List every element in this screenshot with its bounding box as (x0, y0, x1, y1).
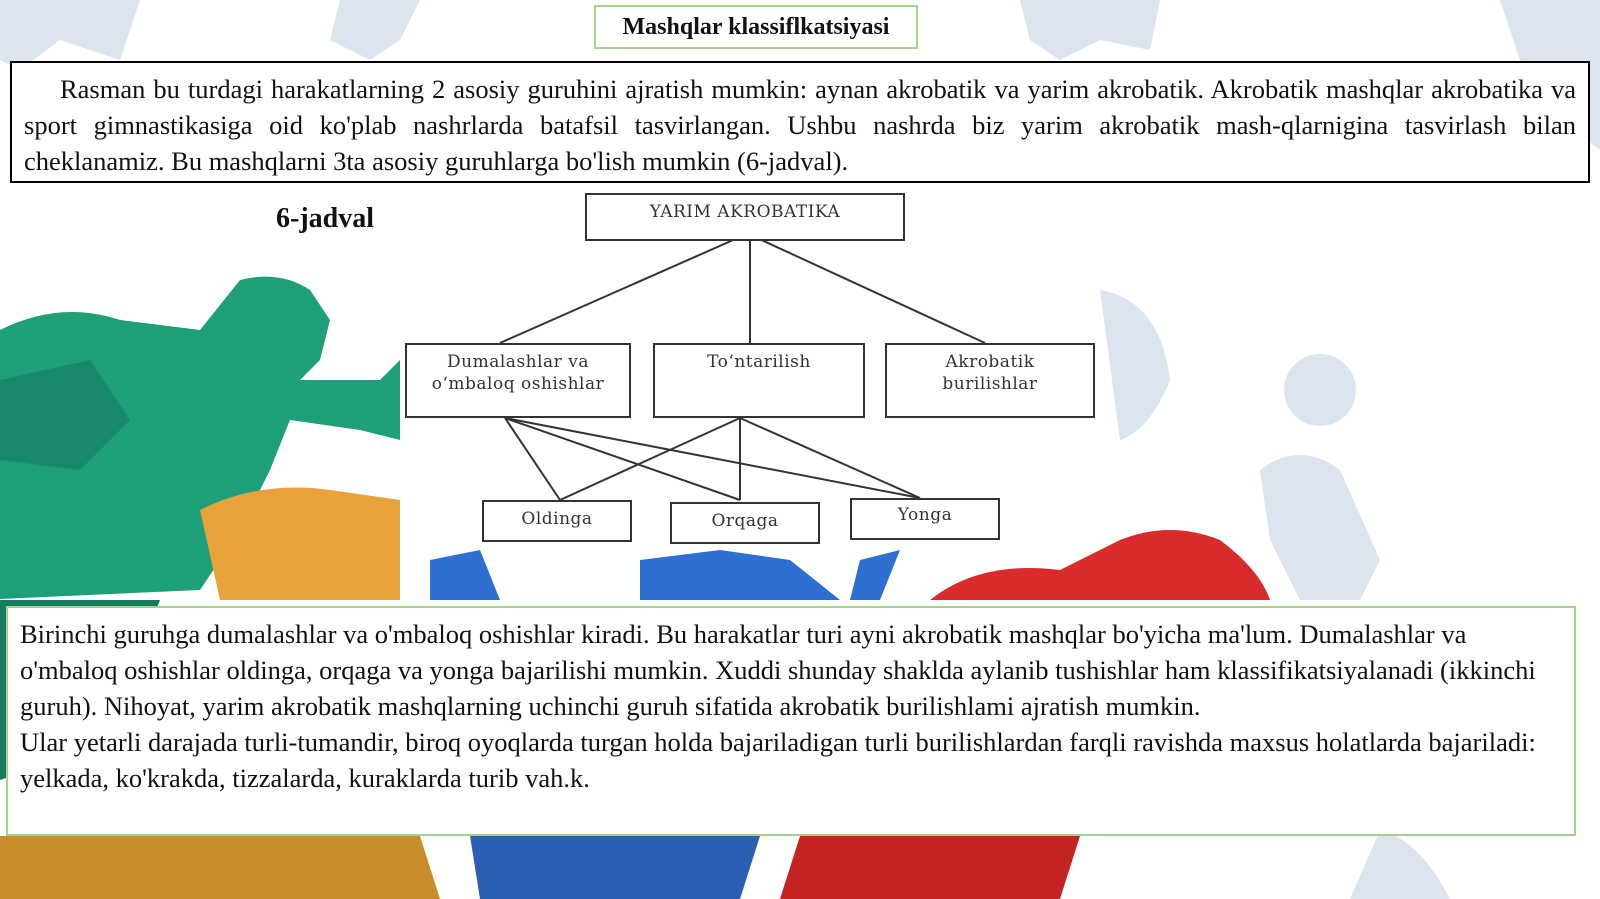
classification-diagram (395, 185, 1125, 560)
connector-root-group1 (500, 237, 740, 343)
diagram-root-node (585, 193, 905, 241)
intro-text-box (10, 61, 1590, 183)
body-paragraph-2: Ular yetarli darajada turli-tumandir, biroq oyoqlarda turgan holda bajariladigan turli burilishlardan farqli ravishda maxsus holatlarda bajariladi: yelkada, ko'krakda, tizzalarda, kuraklarda turib vah.k. (20, 727, 1536, 793)
diagram-group-label-3: Akrobatik burilishlar (942, 352, 1038, 394)
watermark-figure-bottom-right (1350, 830, 1450, 899)
diagram-root-label: YARIM AKROBATIKA (649, 202, 841, 222)
slide-title (594, 5, 918, 49)
watermark-figure-top-right (1020, 0, 1160, 60)
diagram-direction-label-2: Orqaga (711, 511, 779, 531)
diagram-direction-node-3 (850, 498, 1000, 540)
watermark-ball (1284, 354, 1356, 426)
watermark-player-right (1260, 455, 1380, 600)
connector-group1-dir1 (505, 418, 560, 500)
diagram-direction-label-1: Oldinga (521, 509, 593, 529)
diagram-group-node-2 (653, 343, 865, 418)
connector-group2-dir3 (740, 418, 920, 498)
diagram-direction-node-1 (482, 500, 632, 542)
intro-paragraph: Rasman bu turdagi harakatlarning 2 asosiy guruhini ajratish mumkin: aynan akrobatik va yarim akrobatik. Akrobatik mashqlar akrobatika va sport gimnastikasiga oid ko'plab nashrlarda batafsil tasvirlangan. Ushbu nashrda biz yarim akrobatik mash-qlarnigina tasvirlash bilan cheklanamiz. Bu mashqlarni 3ta asosiy guruhlarga bo'lish mumkin (6-jadval). (24, 74, 1576, 176)
slide-title-text: Mashqlar klassiflkatsiyasi (622, 13, 890, 40)
watermark-figure-top (330, 0, 420, 60)
body-paragraph-1: Birinchi guruhga dumalashlar va o'mbaloq oshishlar kiradi. Bu harakatlar turi ayni akrobatik mashqlar bo'yicha ma'lum. Dumalashlar va o'mbaloq oshishlar oldinga, orqaga va yonga bajarilishi mumkin. Xuddi shunday shaklda aylanib tushishlar ham klassifikatsiyalanadi (ikkinchi guruh). Nihoyat, yarim akrobatik mashqlarning uchinchi guruh sifatida akrobatik burilishlami ajratish mumkin. (20, 619, 1536, 721)
connector-root-group3 (755, 237, 985, 343)
table-label: 6-jadval (276, 203, 374, 234)
diagram-direction-node-2 (670, 502, 820, 544)
connector-group1-dir2 (505, 418, 740, 500)
diagram-group-label-1: Dumalashlar va o‘mbaloq oshishlar (431, 352, 605, 394)
watermark-figure-top-left (0, 0, 140, 70)
diagram-group-label-2: To‘ntarilish (707, 352, 811, 372)
diagram-group-node-1 (405, 343, 631, 418)
diagram-group-node-3 (885, 343, 1095, 418)
diagram-direction-label-3: Yonga (897, 505, 953, 525)
body-text-box (6, 606, 1576, 836)
